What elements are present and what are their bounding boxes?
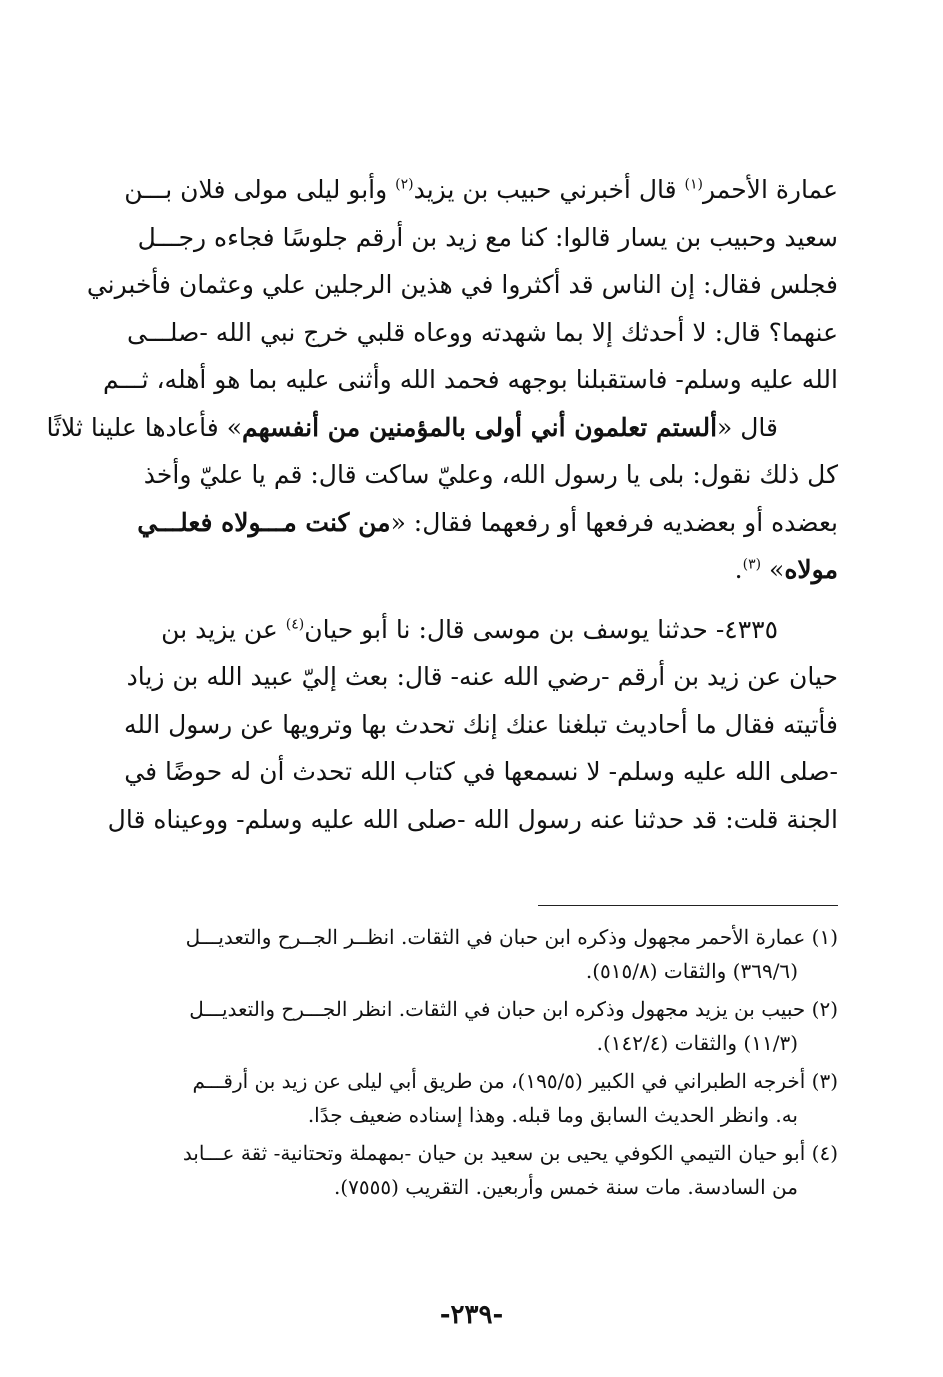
text-line — [124, 166, 838, 214]
paragraph-1 — [46, 166, 838, 594]
paragraph-2 — [107, 606, 838, 844]
text-line: عنهما؟ قال: لا أحدثك إلا بما شهدته ووعاه قلبي خرج نبي الله -صلـــى — [127, 317, 838, 347]
text-run: عمارة الأحمر — [702, 175, 838, 204]
footnote-line: (٣٦٩/٦) والثقات (٥١٥/٨). — [585, 959, 798, 983]
footnote-line: (٣) أخرجه الطبراني في الكبير (١٩٥/٥)، من طريق أبي ليلى عن زيد بن أرقـــم — [192, 1069, 838, 1093]
footnote-divider — [538, 905, 838, 906]
page-number: -٢٣٩- — [439, 1300, 504, 1330]
text-run: عن يزيد بن — [161, 614, 286, 644]
footnote-3 — [130, 1064, 838, 1132]
text-run: قال أخبرني حبيب بن يزيد — [413, 175, 685, 204]
text-line: الجنة قلت: قد حدثنا عنه رسول الله -صلى الله عليه وسلم- ووعيناه قال — [107, 804, 838, 834]
footnote-2 — [130, 992, 838, 1060]
text-run: قال « — [717, 412, 778, 442]
text-line: سعيد وحبيب بن يسار قالوا: كنا مع زيد بن أرقم جلوسًا فجاءه رجـــل — [137, 222, 838, 252]
footnote-ref-1: (١) — [684, 176, 703, 193]
text-line — [130, 606, 838, 654]
text-line: فجلس فقال: إن الناس قد أكثروا في هذين الرجلين علي وعثمان فأخبرني — [86, 270, 838, 299]
text-line — [130, 546, 838, 594]
text-line: حيان عن زيد بن أرقم -رضي الله عنه- قال: بعث إليّ عبيد الله بن زياد — [126, 662, 838, 691]
text-run: بعضده أو بعضديه فرفعها أو رفعهما فقال: « — [390, 507, 838, 537]
footnotes — [130, 920, 838, 1208]
text-line: -صلى الله عليه وسلم- لا نسمعها في كتاب الله تحدث أن له حوضًا في — [124, 757, 838, 786]
hadith-quote-2: من كنت مـــولاه فعلـــي — [137, 507, 391, 537]
hadith-quote-2-end: مولاه — [784, 555, 838, 584]
footnote-line: (١) عمارة الأحمر مجهول وذكره ابن حبان في الثقات. انظــر الجــرح والتعديـــل — [185, 925, 838, 949]
text-line — [130, 499, 838, 547]
footnote-line: به. وانظر الحديث السابق وما قبله. وهذا إسناده ضعيف جدًا. — [307, 1103, 798, 1127]
main-text — [46, 166, 838, 843]
footnote-1 — [130, 920, 838, 988]
text-run: » — [761, 555, 785, 584]
text-line: الله عليه وسلم- فاستقبلنا بوجهه فحمد الله وأثنى عليه بما هو أهله، ثـــم — [102, 365, 838, 394]
text-run: وأبو ليلى مولى فلان بـــن — [124, 175, 396, 204]
footnote-ref-3: (٣) — [742, 556, 762, 573]
text-run: » فأعادها علينا ثلاثًا — [46, 412, 242, 442]
footnote-ref-2: (٢) — [395, 176, 414, 193]
footnote-4 — [130, 1136, 838, 1204]
text-run: ٤٣٣٥- حدثنا يوسف بن موسى قال: نا أبو حيان — [304, 614, 778, 644]
text-line — [46, 404, 838, 452]
text-line: كل ذلك نقول: بلى يا رسول الله، وعليّ ساكت قال: قم يا عليّ وأخذ — [143, 460, 838, 489]
footnote-line: (١١/٣) والثقات (١٤٢/٤). — [596, 1031, 798, 1055]
footnote-line: (٤) أبو حيان التيمي الكوفي يحيى بن سعيد بن حيان -بمهملة وتحتانية- ثقة عـــابد — [182, 1141, 838, 1165]
footnote-line: (٢) حبيب بن يزيد مجهول وذكره ابن حبان في الثقات. انظر الجـــرح والتعديـــل — [189, 997, 838, 1021]
footnote-line: من السادسة. مات سنة خمس وأربعين. التقريب (٧٥٥٥). — [333, 1175, 798, 1199]
hadith-quote-1: ألستم تعلمون أني أولى بالمؤمنين من أنفسهم — [242, 412, 718, 442]
text-line: فأتيته فقال ما أحاديث تبلغنا عنك إنك تحدث بها وترويها عن رسول الله — [123, 709, 838, 739]
footnote-ref-4: (٤) — [285, 616, 305, 633]
text-run: . — [734, 555, 743, 584]
